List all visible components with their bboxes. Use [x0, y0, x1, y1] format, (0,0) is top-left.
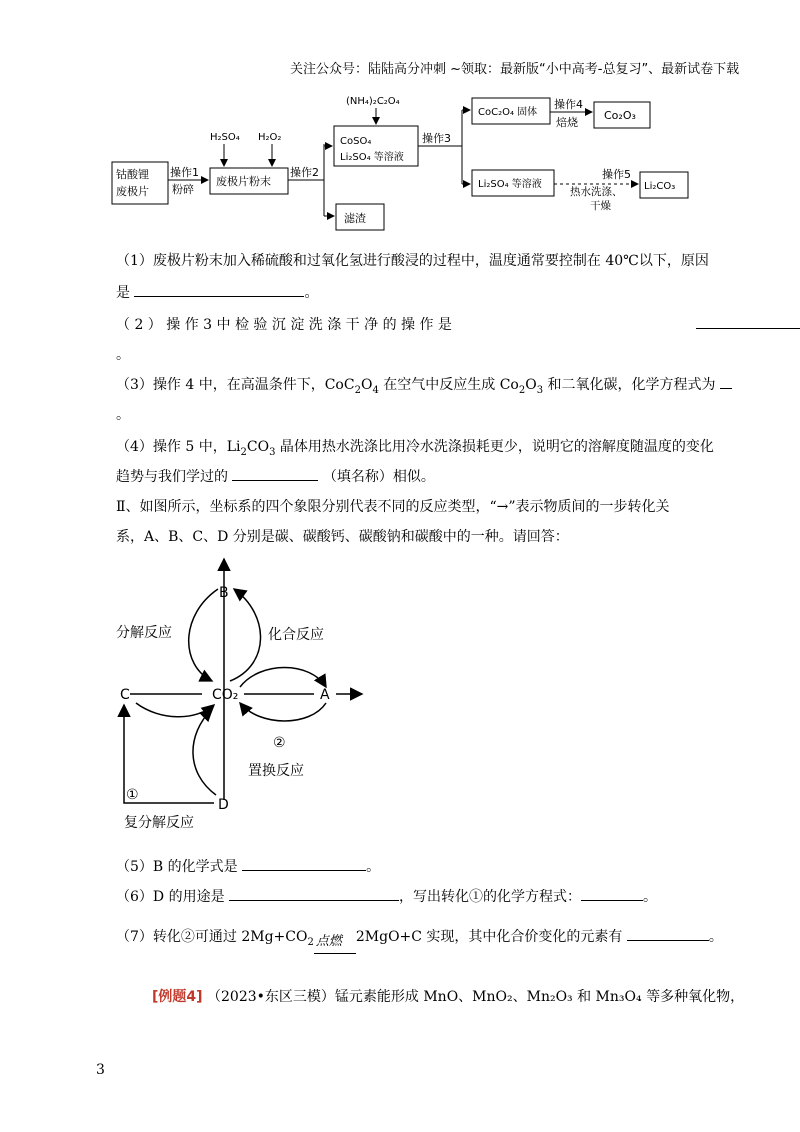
q6-end: 。	[643, 889, 658, 905]
q4-mid: CO	[246, 439, 270, 455]
op5-label: 操作5	[602, 168, 631, 181]
q2-end: 。	[116, 347, 130, 363]
li2so4-label: Li₂SO₄ 等溶液	[478, 179, 542, 190]
q2-answer-blank[interactable]	[696, 328, 800, 329]
op4-sub: 焙烧	[556, 116, 578, 129]
op4-label: 操作4	[554, 98, 583, 111]
label-combination: 化合反应	[268, 627, 324, 643]
page-number: 3	[96, 1062, 105, 1078]
co2-cycle-diagram	[100, 545, 420, 845]
solution-line2: Li₂SO₄ 等溶液	[340, 152, 404, 163]
q3-post: 和二氧化碳，化学方程式为	[543, 377, 716, 393]
op2-label: 操作2	[290, 166, 319, 179]
label-decomposition: 分解反应	[116, 625, 172, 641]
residue-label: 滤渣	[344, 212, 366, 225]
start-line2: 废极片	[116, 185, 149, 198]
page-header: 关注公众号：陆陆高分冲刺 ~领取：最新版“小中高考-总复习”、最新试卷下载	[290, 62, 740, 77]
question-1a: （1）废极片粉末加入稀硫酸和过氧化氢进行酸浸的过程中，温度通常要控制在 40℃以下，原因	[116, 253, 709, 269]
q7-pre: （7）转化②可通过 2Mg+CO	[116, 929, 308, 945]
example-tag: [例题4]	[152, 989, 203, 1005]
node-C: C	[120, 687, 130, 703]
q5-end: 。	[366, 859, 381, 875]
q3-answer-blank[interactable]	[720, 374, 732, 389]
li2co3-label: Li₂CO₃	[644, 181, 676, 192]
q5-pre: （5）B 的化学式是	[116, 859, 238, 875]
q3-end: 。	[116, 407, 130, 423]
node-A: A	[320, 687, 330, 703]
process-flowchart	[100, 92, 760, 237]
q3-mid3: O	[525, 377, 537, 393]
mark-1: ①	[126, 787, 139, 803]
q6-equation-blank[interactable]	[581, 886, 643, 901]
q4-b-post: （填名称）相似。	[322, 469, 435, 485]
part2-line1: Ⅱ、如图所示，坐标系的四个象限分别代表不同的反应类型，“→”表示物质间的一步转化关	[116, 499, 670, 515]
node-B: B	[219, 585, 229, 601]
coc2o4-label: CoC₂O₄ 固体	[478, 107, 538, 118]
example-text: （2023•东区三模）锰元素能形成 MnO、MnO₂、Mn₂O₃ 和 Mn₃O₄ 等多种氧化物，	[207, 989, 745, 1005]
condition-text: 点燃	[315, 934, 342, 949]
question-7: （7）转化②可通过 $2Mg+CO_2$ 点燃 2MgO+C 实现，其中化合价变化的元素有 。	[116, 926, 723, 954]
h2so4-label: H₂SO₄	[210, 132, 240, 143]
q4-answer-blank[interactable]	[232, 466, 318, 481]
label-double-decomposition: 复分解反应	[124, 815, 194, 831]
powder-label: 废极片粉末	[216, 175, 271, 188]
q3-mid1: O	[360, 377, 373, 393]
label-replacement: 置换反应	[248, 763, 304, 779]
h2o2-label: H₂O₂	[258, 132, 282, 143]
q3-mid2: 在空气中反应生成 Co	[378, 377, 519, 393]
q4-post: 晶体用热水洗涤比用冷水洗涤损耗更少，说明它的溶解度随温度的变化	[275, 439, 714, 455]
q6-use-blank[interactable]	[229, 886, 399, 901]
op1-label: 操作1	[170, 166, 199, 179]
q2-text: （ 2 ） 操 作 3 中 检 验 沉 淀 洗 涤 干 净 的 操 作 是	[116, 317, 452, 333]
question-1b	[116, 282, 318, 304]
start-line1: 钴酸锂	[116, 168, 149, 181]
node-D: D	[218, 797, 229, 813]
example-4	[152, 986, 744, 1008]
question-3: （3）操作 4 中，在高温条件下，$CoC_2O_4$ 在空气中反应生成 $Co_2O_3$ 和二氧化碳，化学方程式为	[116, 374, 732, 402]
question-4b	[116, 466, 435, 488]
question-2	[116, 314, 452, 336]
q6-mid: ，写出转化①的化学方程式：	[399, 889, 582, 905]
op5-sub1: 热水洗涤、	[570, 186, 623, 198]
q7-answer-blank[interactable]	[627, 926, 709, 941]
q1-b-label: 是	[116, 285, 130, 301]
node-CO2: CO₂	[212, 687, 239, 703]
op5-sub2: 干燥	[590, 200, 611, 212]
q5-answer-blank[interactable]	[242, 856, 366, 871]
q1-answer-blank[interactable]	[134, 282, 304, 297]
co2o3-label: Co₂O₃	[604, 109, 636, 122]
question-4a: （4）操作 5 中，$Li_2CO_3$ 晶体用热水洗涤比用冷水洗涤损耗更少，说明它的溶解度随温度的变化	[116, 439, 714, 458]
mark-2: ②	[273, 735, 286, 751]
part2-line2: 系，A、B、C、D 分别是碳、碳酸钙、碳酸钠和碳酸中的一种。请回答：	[116, 529, 569, 545]
reagent-label: (NH₄)₂C₂O₄	[346, 96, 400, 107]
question-6	[116, 886, 657, 908]
q3-pre: （3）操作 4 中，在高温条件下，CoC	[116, 377, 355, 393]
op1-sub: 粉碎	[172, 183, 194, 196]
question-5	[116, 856, 380, 878]
q4-b-pre: 趋势与我们学过的	[116, 469, 228, 485]
q6-pre: （6）D 的用途是	[116, 889, 225, 905]
q7-post: 2MgO+C 实现，其中化合价变化的元素有	[355, 929, 623, 945]
q7-end: 。	[708, 929, 723, 945]
op3-label: 操作3	[422, 132, 451, 145]
q4-pre: （4）操作 5 中，Li	[116, 439, 241, 455]
solution-line1: CoSO₄	[340, 136, 372, 147]
q1-end: 。	[304, 285, 319, 301]
